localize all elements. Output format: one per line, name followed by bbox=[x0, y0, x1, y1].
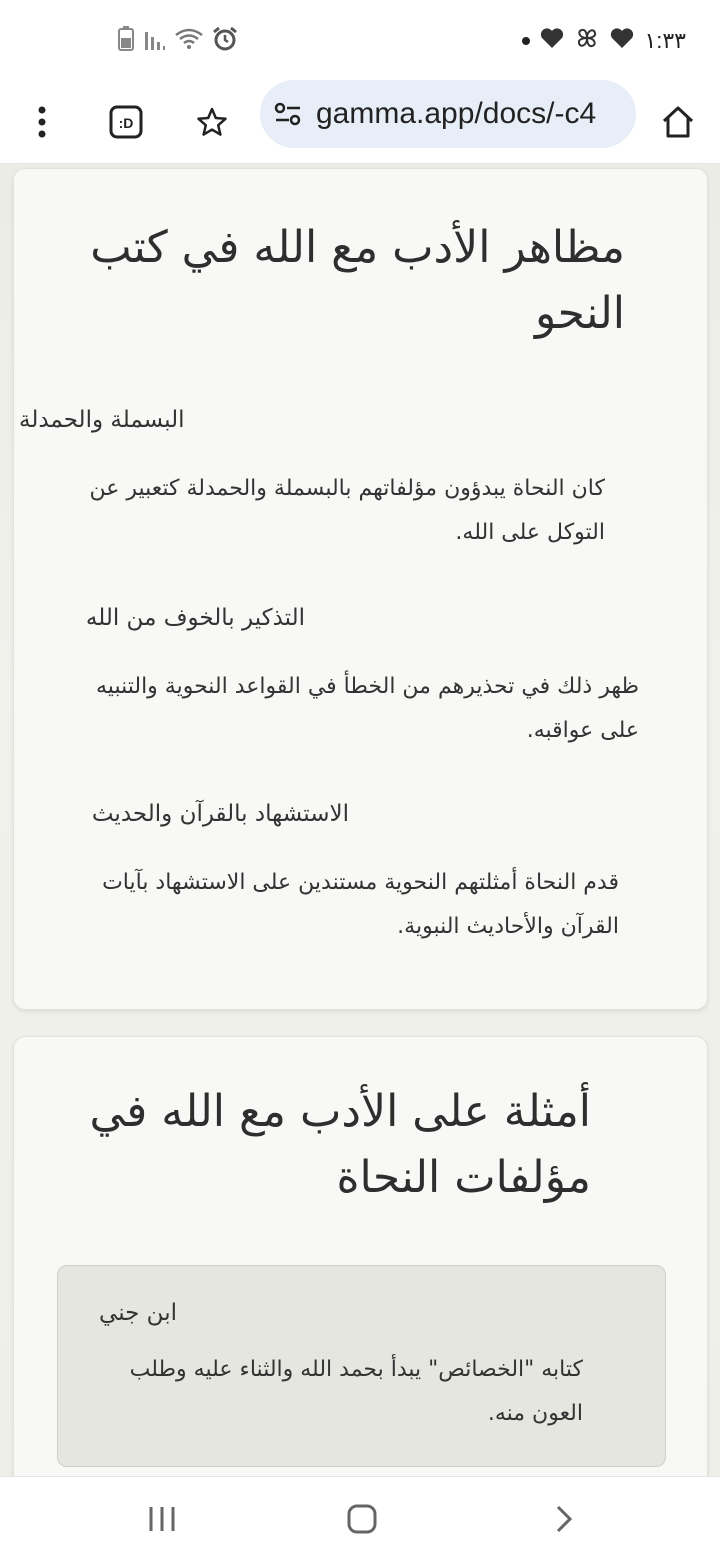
svg-text::D: :D bbox=[118, 115, 134, 131]
example-box bbox=[57, 1265, 666, 1467]
section-heading: البسملة والحمدلة bbox=[19, 407, 185, 433]
notification-dot-icon bbox=[522, 37, 530, 45]
bookmark-star-icon[interactable] bbox=[184, 94, 240, 150]
status-icons-left bbox=[116, 26, 238, 56]
back-icon[interactable] bbox=[534, 1491, 594, 1547]
section-body: ظهر ذلك في تحذيرهم من الخطأ في القواعد النحوية والتنبيه على عواقبه. bbox=[96, 674, 639, 743]
example-body: كتابه "الخصائص" يبدأ بحمد الله والثناء عليه وطلب العون منه. bbox=[129, 1357, 583, 1426]
section-body: كان النحاة يبدؤون مؤلفاتهم بالبسملة والحمدلة كتعبير عن التوكل على الله. bbox=[89, 476, 605, 545]
recent-apps-icon[interactable] bbox=[132, 1491, 192, 1547]
browser-toolbar bbox=[0, 80, 720, 164]
home-button-icon[interactable] bbox=[332, 1491, 392, 1547]
alarm-icon bbox=[212, 26, 238, 57]
tab-switcher-icon[interactable] bbox=[98, 94, 154, 150]
battery-icon bbox=[116, 26, 136, 57]
clock-time: ١:٣٣ bbox=[644, 28, 686, 53]
navigation-bar bbox=[0, 1476, 720, 1560]
page-content[interactable] bbox=[0, 164, 720, 1476]
heart-icon bbox=[540, 27, 564, 55]
site-settings-icon[interactable] bbox=[274, 102, 302, 126]
section-heading: التذكير بالخوف من الله bbox=[85, 605, 305, 631]
section-heading: الاستشهاد بالقرآن والحديث bbox=[91, 801, 349, 827]
status-icons-right bbox=[522, 26, 686, 56]
card-title: أمثلة على الأدب مع الله في مؤلفات النحاة bbox=[89, 1086, 591, 1203]
slide-card bbox=[13, 168, 708, 1010]
heart-icon bbox=[610, 27, 634, 55]
home-icon[interactable] bbox=[650, 94, 706, 150]
url-text[interactable]: gamma.app/docs/-c4 bbox=[316, 97, 597, 130]
slide-card bbox=[13, 1036, 708, 1476]
url-bar[interactable] bbox=[260, 80, 636, 148]
menu-icon[interactable] bbox=[14, 94, 70, 150]
section-body: قدم النحاة أمثلتهم النحوية مستندين على الاستشهاد بآيات القرآن والأحاديث النبوية. bbox=[102, 870, 619, 939]
status-bar bbox=[0, 0, 720, 80]
wifi-icon bbox=[174, 27, 204, 56]
signal-icon bbox=[144, 28, 166, 55]
card-title: مظاهر الأدب مع الله في كتب النحو bbox=[90, 222, 625, 339]
pinwheel-icon bbox=[574, 25, 600, 57]
example-heading: ابن جني bbox=[99, 1300, 177, 1326]
